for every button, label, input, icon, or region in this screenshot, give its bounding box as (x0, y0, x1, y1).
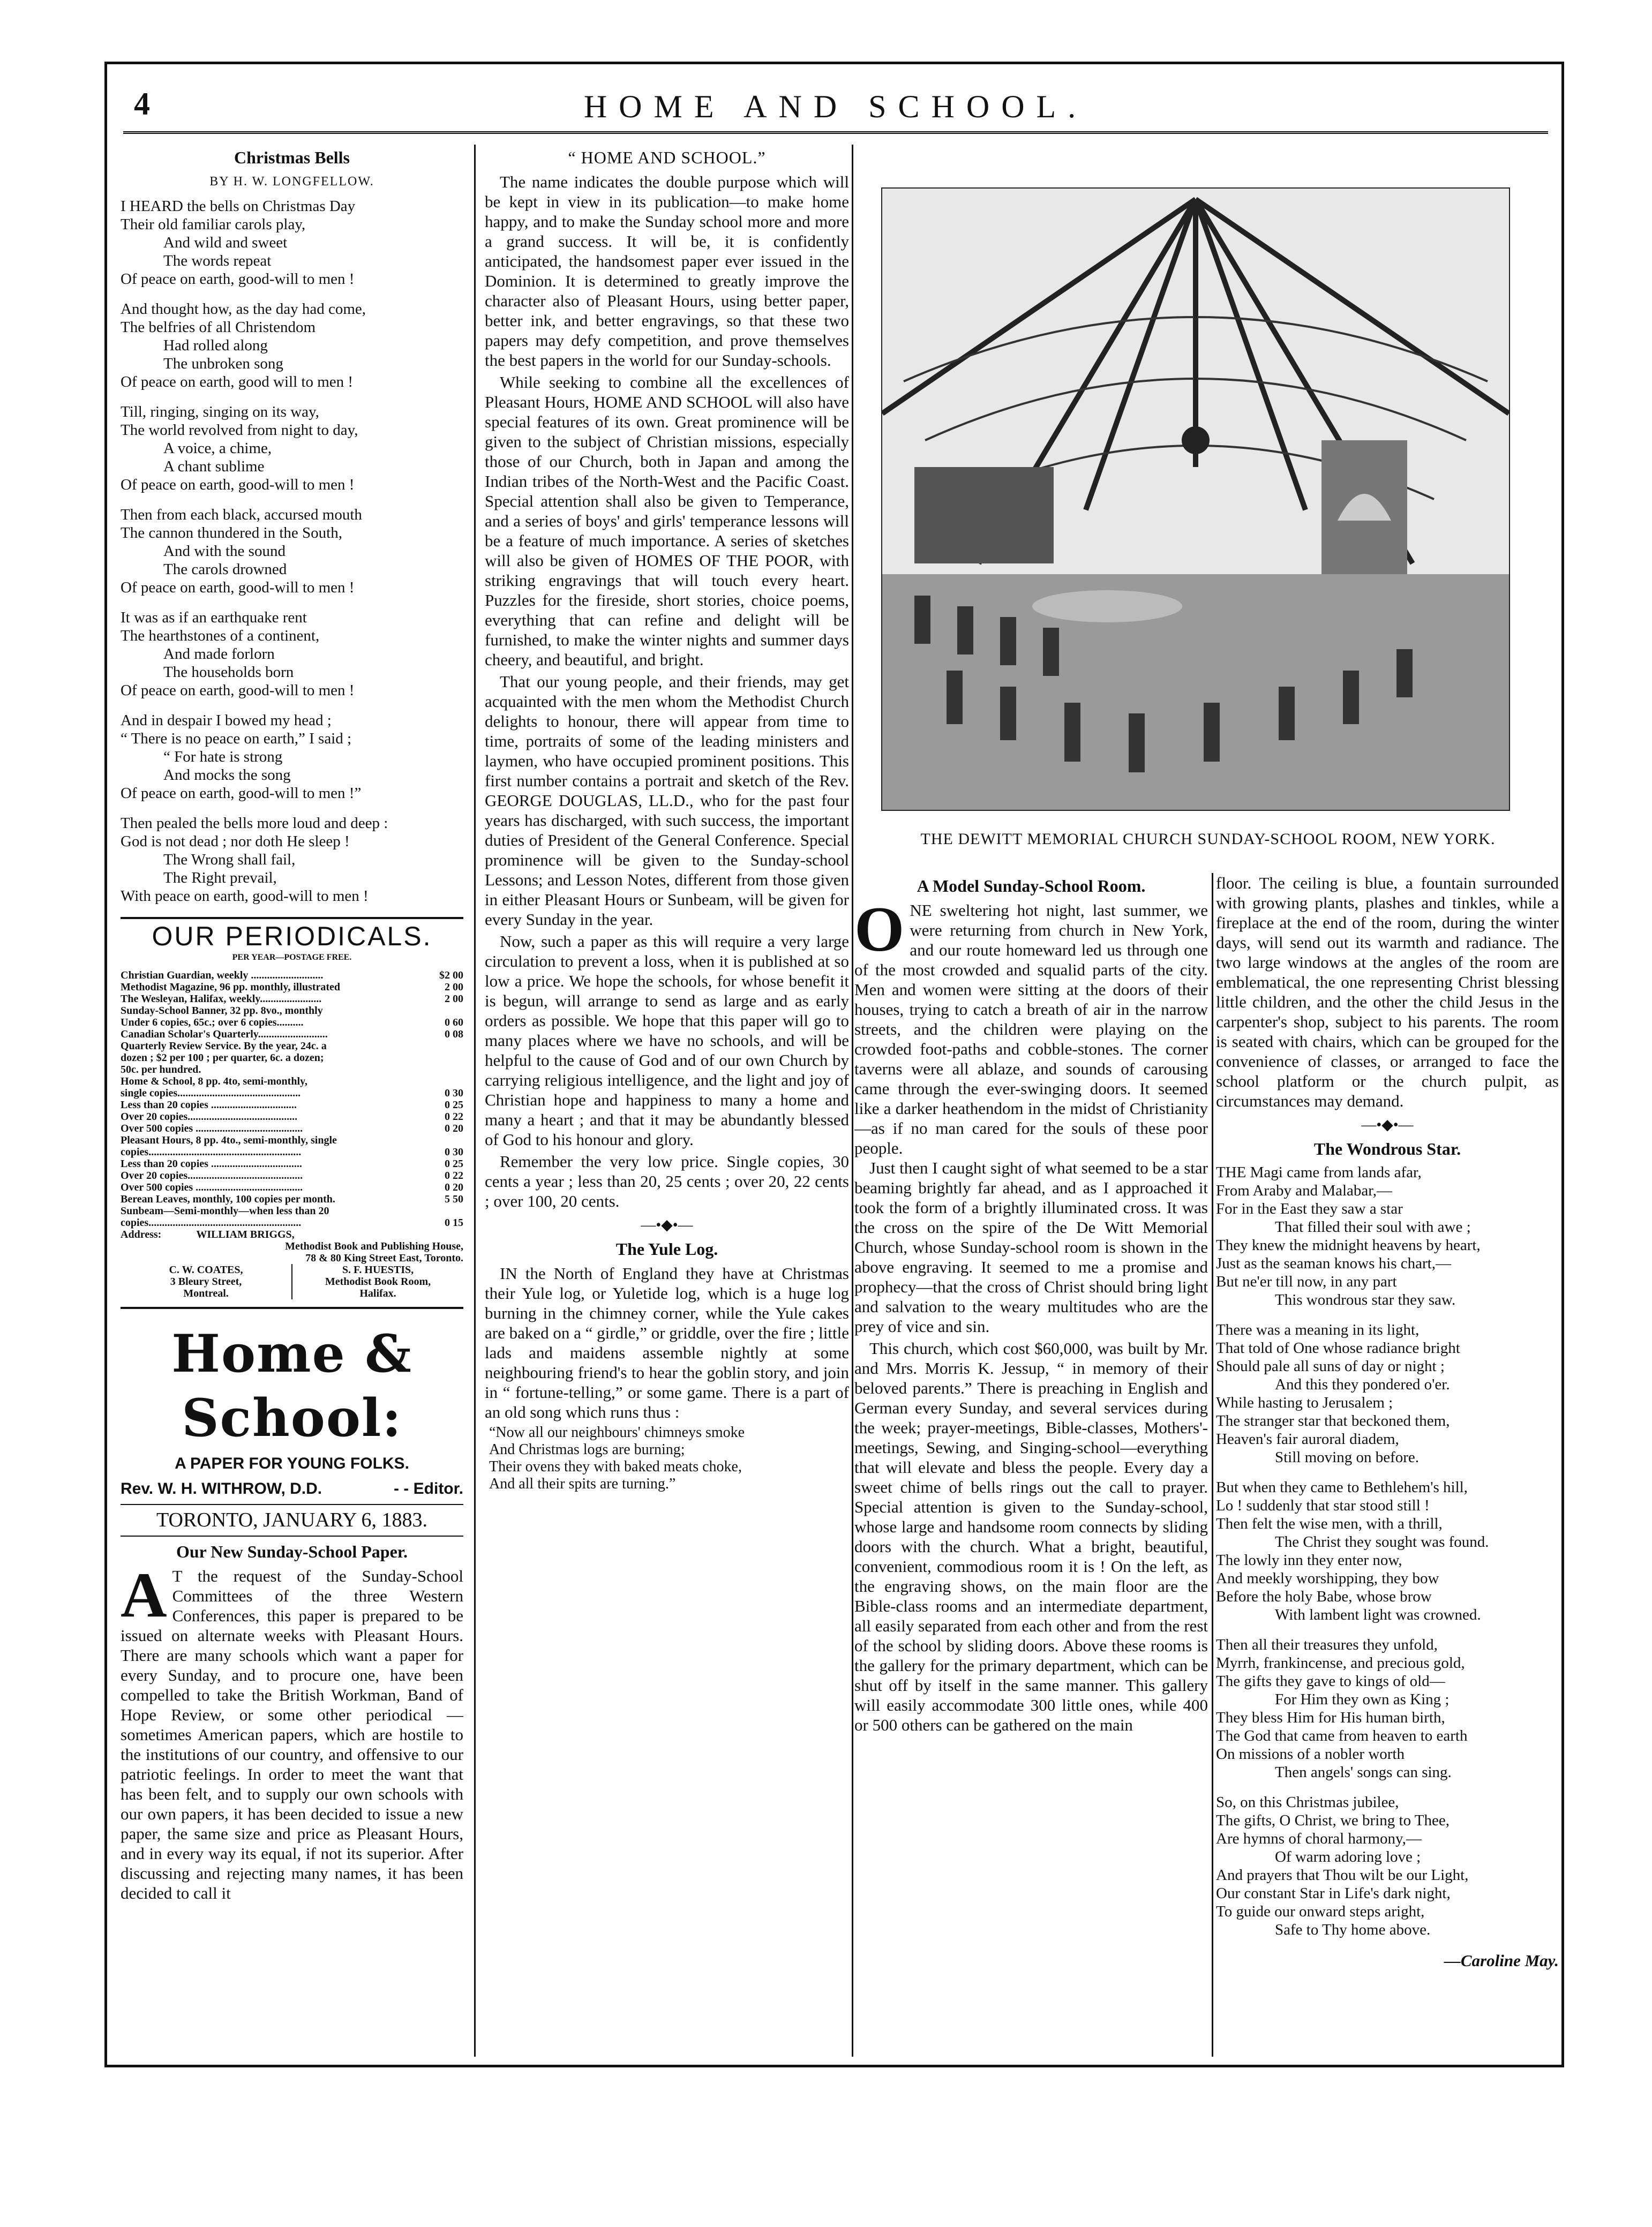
price-item: Over 500 copies ........................................ (121, 1123, 303, 1134)
price-row (121, 993, 463, 1005)
stanza (1216, 1793, 1559, 1939)
price-row (121, 1158, 463, 1170)
poem-line: It was as if an earthquake rent (121, 609, 307, 626)
poem-line: Heaven's fair auroral diadem, (1216, 1431, 1399, 1448)
stanza (1216, 1163, 1559, 1309)
poem-line: THE Magi came from lands afar, (1216, 1164, 1422, 1181)
poem-line: Their old familiar carols play, (121, 216, 306, 233)
poem-line: Before the holy Babe, whose brow (1216, 1588, 1432, 1605)
section-rule (121, 1307, 463, 1309)
price-value: 2 00 (445, 993, 463, 1005)
poem-line: With lambent light was crowned. (1275, 1606, 1481, 1623)
poem-line: The God that came from heaven to earth (1216, 1727, 1468, 1744)
article-body (854, 893, 1208, 1158)
publisher-line: 78 & 80 King Street East, Toronto. (305, 1252, 463, 1264)
poem-line: Their ovens they with baked meats choke, (489, 1458, 742, 1475)
poem-line: Of peace on earth, good-will to men ! (121, 270, 355, 288)
price-row (121, 1217, 463, 1229)
publisher-address (121, 1229, 463, 1264)
poem-line: The gifts they gave to kings of old— (1216, 1673, 1445, 1690)
periodicals-subtitle: PER YEAR—POSTAGE FREE. (232, 953, 352, 962)
agent-addresses (121, 1264, 463, 1299)
article-text: This church, which cost $60,000, was built by Mr. and Mrs. Morris K. Jessup, “ in memory of their beloved parents.” There is preaching in English and German every Sunday, and several services during the week; prayer-meetings, Bible-classes, Mothers'-meetings, Sewing, and Singing-school—everything that will elevate and bless the people. Every day a sweet chime of bells rings out the call to prayer. Special attention is given to the Sunday-school, whose large and handsome room connects by sliding doors with the church. What a bright, beautiful, convenient, commodious room it is ! On the left, as the engraving shows, on the main floor are the Bible-class rooms and an intermediate department, all easily separated from each other and from the rest of the school by sliding doors. Above these rooms is the gallery for the primary department, which can be shut off by itself in the same manner. This gallery will easily accommodate 300 little ones, while 400 or 500 others can be gathered on the main (854, 1339, 1208, 1734)
article-text: That our young people, and their friends, may get acquainted with the men whom the Methodist Church delights to honour, there will appear from time to time, portraits of some of the leading ministers and laymen, who have occupied prominent positions. This first number contains a portrait and sketch of the Rev. GEORGE DOUGLAS, LL.D., who for the past four years has discharged, with such success, the important duties of President of the General Conference. Special prominence will be given to the Sunday-school Lessons; and Lesson Notes, different from those given in either Pleasant Hours or Sunbeam, will be given for every Sunday in the year. (485, 672, 849, 929)
running-title: HOME AND SCHOOL. (583, 89, 1088, 124)
price-value: 0 60 (445, 1017, 463, 1028)
agent-line: Halifax. (359, 1288, 396, 1299)
article-text: IN the North of England they have at Christmas their Yule log, or Yuletide log, which is a huge log burning in the chimney corner, while the Yule cakes are baked on a “ girdle,” or griddle, over the fire ; little lads and maidens assemble nightly at some neighbouring friend's to hear the goblin story, and join in “ fortune-telling,” or some game. There is a part of an old song which runs thus : (485, 1264, 849, 1421)
price-row (121, 981, 463, 993)
engraving-illustration (882, 189, 1509, 810)
poem-line: So, on this Christmas jubilee, (1216, 1794, 1399, 1811)
price-row (121, 1146, 463, 1158)
poem-line: A voice, a chime, (163, 440, 272, 457)
poem-line: But when they came to Bethlehem's hill, (1216, 1479, 1468, 1496)
price-item: Less than 20 copies .................................. (121, 1158, 302, 1170)
article-text: NE sweltering hot night, last summer, we were returning from church in New York, and our route homeward led us through one of the most crowded and squalid parts of the city. Men and women were sitting at the doors of their houses, trying to catch a breath of air in the narrow streets, and the children were playing on the crowded foot-paths and cobble-stones. The corner taverns were all ablaze, and sounds of carousing came through the ever-swinging doors. It seemed like a darker heathendom in the midst of Christianity—as if no man cared for the souls of these poor people. (854, 901, 1208, 1157)
price-value: 0 22 (445, 1170, 463, 1182)
poem-line: The cannon thundered in the South, (121, 524, 342, 541)
price-item: Sunbeam—Semi-monthly—when less than 20 (121, 1205, 329, 1217)
poem-line: Should pale all suns of day or night ; (1216, 1358, 1445, 1375)
poem-line: And mocks the song (163, 766, 291, 784)
article-text: Remember the very low price. Single copies, 30 cents a year ; less than 20, 25 cents ; over 20, 22 cents ; over 100, 20 cents. (485, 1152, 849, 1210)
poem-line: And wild and sweet (163, 234, 288, 251)
poem-line: They knew the midnight heavens by heart, (1216, 1237, 1481, 1254)
poem-line: Myrrh, frankincense, and precious gold, (1216, 1654, 1465, 1672)
article-text: Just then I caught sight of what seemed to be a star beaming brightly far ahead, and as I approached it took the form of a brightly illuminated cross. It was the cross on the spire of the De Witt Memorial Church, whose Sunday-school room is shown in the above engraving. It seemed to me a promise and prophecy—that the cross of Christ should bring light and salvation to the weary multitudes who are the prey of vice and sin. (854, 1158, 1208, 1336)
column-3 (854, 873, 1208, 2057)
poem-line: Of warm adoring love ; (1275, 1848, 1421, 1865)
article-body (121, 1559, 463, 1903)
poem-line: That filled their soul with awe ; (1275, 1218, 1471, 1236)
drop-cap: A (121, 1559, 167, 1630)
poem-line: “ There is no peace on earth,” I said ; (121, 730, 352, 747)
poem-line: “Now all our neighbours' chimneys smoke (489, 1424, 745, 1441)
price-value: 0 15 (445, 1217, 463, 1229)
price-row (121, 1205, 463, 1217)
price-value: 0 20 (445, 1123, 463, 1134)
section-rule (121, 1504, 463, 1505)
poem-line: That told of One whose radiance bright (1216, 1340, 1460, 1357)
article-text: Now, such a paper as this will require a very large circulation to prevent a loss, when it is published at so low a price. We hope the schools, for whose benefit it is begun, will arrange to send as large and as early orders as possible. We hope that this paper will go to many places where we have no schools, and will be helpful to the cause of God and of our own Church by carrying religious intelligence, and the light and joy of Christian hope and happiness to many a home and many a heart ; and that it may be abundantly blessed of God to his honour and glory. (485, 932, 849, 1149)
poem-line: The unbroken song (163, 355, 283, 372)
poem-line: Of peace on earth, good-will to men ! (121, 682, 355, 699)
stanza (121, 608, 463, 699)
price-value (460, 1075, 463, 1087)
poem-line: The words repeat (163, 252, 272, 269)
ornament: —•◆•— (641, 1217, 693, 1233)
header-rule (123, 131, 1548, 134)
price-row (121, 1193, 463, 1205)
column-rule (474, 145, 476, 2057)
price-item: Home & School, 8 pp. 4to, semi-monthly, (121, 1075, 307, 1087)
price-row (121, 1064, 463, 1075)
stanza (121, 506, 463, 597)
price-value: 0 25 (445, 1099, 463, 1111)
stanza (121, 197, 463, 288)
price-list (121, 969, 463, 1229)
page-number: 4 (134, 86, 150, 122)
column-rule (852, 145, 853, 2057)
poem-line: And thought how, as the day had come, (121, 300, 366, 318)
editor-role: - - Editor. (394, 1480, 463, 1498)
poem-line: Till, ringing, singing on its way, (121, 403, 319, 420)
price-row (121, 1040, 463, 1052)
price-row (121, 1017, 463, 1028)
church-engraving (881, 187, 1510, 811)
poem-line: And made forlorn (163, 645, 275, 663)
poem-line: From Araby and Malabar,— (1216, 1182, 1393, 1199)
column-2 (485, 145, 849, 2057)
section-rule (121, 917, 463, 919)
price-item: single copies.............................................. (121, 1087, 301, 1099)
poem-line: I HEARD the bells on Christmas Day (121, 198, 356, 215)
poem-line: The lowly inn they enter now, (1216, 1552, 1402, 1569)
poem-line: The stranger star that beckoned them, (1216, 1412, 1450, 1430)
price-row (121, 1123, 463, 1134)
poem-line: “ For hate is strong (163, 748, 283, 765)
agent-line: S. F. HUESTIS, (342, 1264, 414, 1276)
stanza (121, 300, 463, 391)
price-row (121, 1005, 463, 1017)
poem-line: Just as the seaman knows his chart,— (1216, 1255, 1451, 1272)
price-item: Canadian Scholar's Quarterly.......................... (121, 1028, 328, 1040)
price-value: 0 20 (445, 1182, 463, 1193)
poem-line: And prayers that Thou wilt be our Light, (1216, 1867, 1469, 1884)
poem-line: And all their spits are turning.” (489, 1476, 676, 1492)
price-item: Less than 20 copies ................................ (121, 1099, 297, 1111)
poem-line: The Right prevail, (163, 869, 277, 886)
price-value: $2 00 (439, 969, 463, 981)
poem-line: The Wrong shall fail, (163, 851, 296, 868)
poem-title: The Wondrous Star. (1313, 1139, 1461, 1158)
quoted-verse (485, 1424, 849, 1493)
poem-line: Still moving on before. (1275, 1449, 1420, 1466)
agent-line: 3 Bleury Street, (170, 1276, 242, 1288)
poem-line: With peace on earth, good-will to men ! (121, 887, 369, 905)
price-row (121, 1099, 463, 1111)
price-value: 0 25 (445, 1158, 463, 1170)
price-row (121, 1075, 463, 1087)
poem-line: Of peace on earth, good-will to men !” (121, 785, 362, 802)
poem-line: The hearthstones of a continent, (121, 627, 320, 644)
publisher-line: Methodist Book and Publishing House, (285, 1240, 463, 1252)
poem-line: But ne'er till now, in any part (1216, 1273, 1397, 1290)
engraving-caption: THE DEWITT MEMORIAL CHURCH SUNDAY-SCHOOL ROOM, NEW YORK. (920, 830, 1496, 848)
price-value (460, 1064, 463, 1075)
stanza (121, 711, 463, 802)
address-label: Address: (121, 1229, 162, 1240)
poem-line: This wondrous star they saw. (1275, 1291, 1456, 1308)
poem-line: And with the sound (163, 543, 286, 560)
poem-line: Then from each black, accursed mouth (121, 506, 362, 523)
poem-line: The world revolved from night to day, (121, 422, 358, 439)
ornament: —•◆•— (1361, 1117, 1414, 1133)
price-row (121, 1028, 463, 1040)
price-item: copies......................................................... (121, 1146, 302, 1158)
price-row (121, 1170, 463, 1182)
poem-line: And meekly worshipping, they bow (1216, 1570, 1439, 1587)
price-value: 0 22 (445, 1111, 463, 1123)
price-value: 0 08 (445, 1028, 463, 1040)
poem-line: Of peace on earth, good-will to men ! (121, 579, 355, 596)
price-item: Over 20 copies......................................... (121, 1111, 298, 1123)
poem-line: Then angels' songs can sing. (1275, 1764, 1452, 1781)
poem-line: Are hymns of choral harmony,— (1216, 1830, 1422, 1847)
column-4 (1216, 873, 1559, 2057)
stanza (1216, 1636, 1559, 1781)
price-item: 50c. per hundred. (121, 1064, 201, 1075)
price-item: The Wesleyan, Halifax, weekly....................... (121, 993, 322, 1005)
price-value (460, 1040, 463, 1052)
price-value (460, 1052, 463, 1064)
agent-line: Montreal. (183, 1288, 229, 1299)
article-title: The Yule Log. (615, 1239, 718, 1259)
poem-line: And Christmas logs are burning; (489, 1441, 685, 1458)
price-item: Sunday-School Banner, 32 pp. 8vo., monthly (121, 1005, 323, 1017)
poem-line: The gifts, O Christ, we bring to Thee, (1216, 1812, 1450, 1829)
publisher-name: WILLIAM BRIGGS, (196, 1229, 295, 1240)
poem-line: On missions of a nobler worth (1216, 1746, 1405, 1763)
stanza (1216, 1478, 1559, 1624)
poem-body (121, 197, 463, 905)
stanza (121, 814, 463, 905)
poem-line: God is not dead ; nor doth He sleep ! (121, 833, 350, 850)
agent-left (121, 1264, 292, 1299)
page-header (123, 75, 1548, 134)
poem-line: The households born (163, 664, 294, 681)
poem-line: Then felt the wise men, with a thrill, (1216, 1515, 1443, 1532)
price-item: Over 500 copies ........................................ (121, 1182, 303, 1193)
poem-line: To guide our onward steps aright, (1216, 1903, 1425, 1920)
column-1 (121, 145, 463, 2057)
poem-line: While hasting to Jerusalem ; (1216, 1394, 1393, 1411)
editor-line (121, 1479, 463, 1499)
agent-right (292, 1264, 463, 1299)
poem-line: Of peace on earth, good-will to men ! (121, 476, 355, 493)
agent-line: Methodist Book Room, (325, 1276, 431, 1288)
agent-line: C. W. COATES, (169, 1264, 243, 1276)
poem-line: Had rolled along (163, 337, 268, 354)
poem-byline: BY H. W. LONGFELLOW. (209, 175, 374, 189)
poem-line: And this they pondered o'er. (1275, 1376, 1450, 1393)
poem-title: Christmas Bells (234, 148, 350, 167)
price-item: Berean Leaves, monthly, 100 copies per month. (121, 1193, 335, 1205)
price-value (460, 1134, 463, 1146)
price-value: 0 30 (445, 1146, 463, 1158)
poem-line: Of peace on earth, good will to men ! (121, 373, 354, 390)
price-item: Over 20 copies........................................... (121, 1170, 303, 1182)
article-title: Our New Sunday-School Paper. (176, 1542, 408, 1561)
price-item: Quarterly Review Service. By the year, 24c. a (121, 1040, 327, 1052)
article-text: The name indicates the double purpose which will be kept in view in its publication—to make home happy, and to make the Sunday school more and more a grand success. It will be, it is confidently anticipated, the handsomest paper ever issued in the Dominion. It is determined to greatly improve the character also of Pleasant Hours, using better paper, better ink, and better engravings, so that these two papers may defy competition, and prove themselves the best papers in the world for our Sunday-schools. (485, 172, 849, 370)
poem-line: They bless Him for His human birth, (1216, 1709, 1445, 1726)
poem-line: Then all their treasures they unfold, (1216, 1636, 1438, 1653)
price-value: 5 50 (445, 1193, 463, 1205)
price-row (121, 1052, 463, 1064)
article-text: While seeking to combine all the excellences of Pleasant Hours, HOME AND SCHOOL will also have special features of its own. Great prominence will be given to the subject of Christian missions, especially those of our Church, both in Japan and among the Indian tribes of the North-West and the Pacific Coast. Special attention shall also be given to Temperance, and a series of boys' and girls' temperance lessons will be a feature of much importance. A series of sketches will also be given of HOMES OF THE POOR, with striking engravings that will touch every heart. Puzzles for the fireside, short stories, choice poems, everything that can refine and delight will be furnished, to make the winter nights and summer days cheery, and beautiful, and bright. (485, 373, 849, 669)
price-row (121, 1134, 463, 1146)
price-row (121, 969, 463, 981)
poem-body (1216, 1163, 1559, 1939)
drop-cap: O (854, 893, 905, 965)
editor-name: Rev. W. H. WITHROW, D.D. (121, 1480, 322, 1498)
poem-line: The carols drowned (163, 561, 287, 578)
price-value: 2 00 (445, 981, 463, 993)
poem-line: There was a meaning in its light, (1216, 1321, 1420, 1338)
section-rule (121, 1536, 463, 1537)
article-text: floor. The ceiling is blue, a fountain surrounded with growing plants, plashes and tinkles, while a fireplace at the end of the room, during the winter days, will send out its warmth and radiance. The two large windows at the angles of the room are emblematical, the one representing Christ blessing little children, and the other the child Jesus in the carpenter's shop, subject to his parents. The room is seated with chairs, which can be grouped for the convenience of classes, or arranged to face the school platform or the church pulpit, as circumstances may demand. (1216, 874, 1559, 1110)
column-rule (1212, 873, 1213, 2057)
poem-line: For Him they own as King ; (1275, 1691, 1450, 1708)
price-row (121, 1087, 463, 1099)
stanza (1216, 1321, 1559, 1466)
price-item: Christian Guardian, weekly ........................... (121, 969, 324, 981)
poem-signature: —Caroline May. (1444, 1951, 1559, 1970)
price-item: copies......................................................... (121, 1217, 302, 1229)
periodicals-title: OUR PERIODICALS. (152, 921, 432, 951)
article-text: T the request of the Sunday-School Committees of the three Western Conferences, this paper is prepared to be issued on alternate weeks with Pleasant Hours. There are many schools which want a paper for every Sunday, and to procure one, have been compelled to take the British Workman, Band of Hope Review, or some other periodical — sometimes American papers, which are hostile to the institutions of our country, and offensive to our patriotic feelings. In order to meet the want that has been felt, and to supply our own schools with our own papers, it has been decided to issue a new paper, the same size and price as Pleasant Hours, and in every way its equal, if not its superior. After discussing and rejecting many names, it has been decided to call it (121, 1567, 463, 1902)
poem-line: For in the East they saw a star (1216, 1200, 1403, 1217)
article-title: A Model Sunday-School Room. (917, 876, 1146, 896)
poem-line: Lo ! suddenly that star stood still ! (1216, 1497, 1430, 1514)
poem-line: Then pealed the bells more loud and deep : (121, 815, 388, 832)
poem-line: The Christ they sought was found. (1275, 1533, 1489, 1551)
poem-line: Safe to Thy home above. (1275, 1921, 1431, 1938)
masthead-title: Home & School: (171, 1323, 412, 1448)
price-item: Pleasant Hours, 8 pp. 4to., semi-monthly, single (121, 1134, 337, 1146)
price-value: 0 30 (445, 1087, 463, 1099)
price-value (460, 1205, 463, 1217)
price-item: dozen ; $2 per 100 ; per quarter, 6c. a dozen; (121, 1052, 324, 1064)
poem-line: A chant sublime (163, 458, 265, 475)
poem-line: Our constant Star in Life's dark night, (1216, 1885, 1451, 1902)
price-item: Under 6 copies, 65c.; over 6 copies.......... (121, 1017, 304, 1028)
price-value (460, 1005, 463, 1017)
price-item: Methodist Magazine, 96 pp. monthly, illustrated (121, 981, 341, 993)
article-body (485, 172, 849, 1211)
poem-line: And in despair I bowed my head ; (121, 712, 332, 729)
dateline: TORONTO, JANUARY 6, 1883. (156, 1509, 427, 1531)
price-row (121, 1111, 463, 1123)
masthead-subtitle: A PAPER FOR YOUNG FOLKS. (175, 1455, 409, 1472)
article-title: “ HOME AND SCHOOL.” (568, 148, 766, 167)
poem-line: The belfries of all Christendom (121, 319, 316, 336)
stanza (121, 403, 463, 494)
price-row (121, 1182, 463, 1193)
